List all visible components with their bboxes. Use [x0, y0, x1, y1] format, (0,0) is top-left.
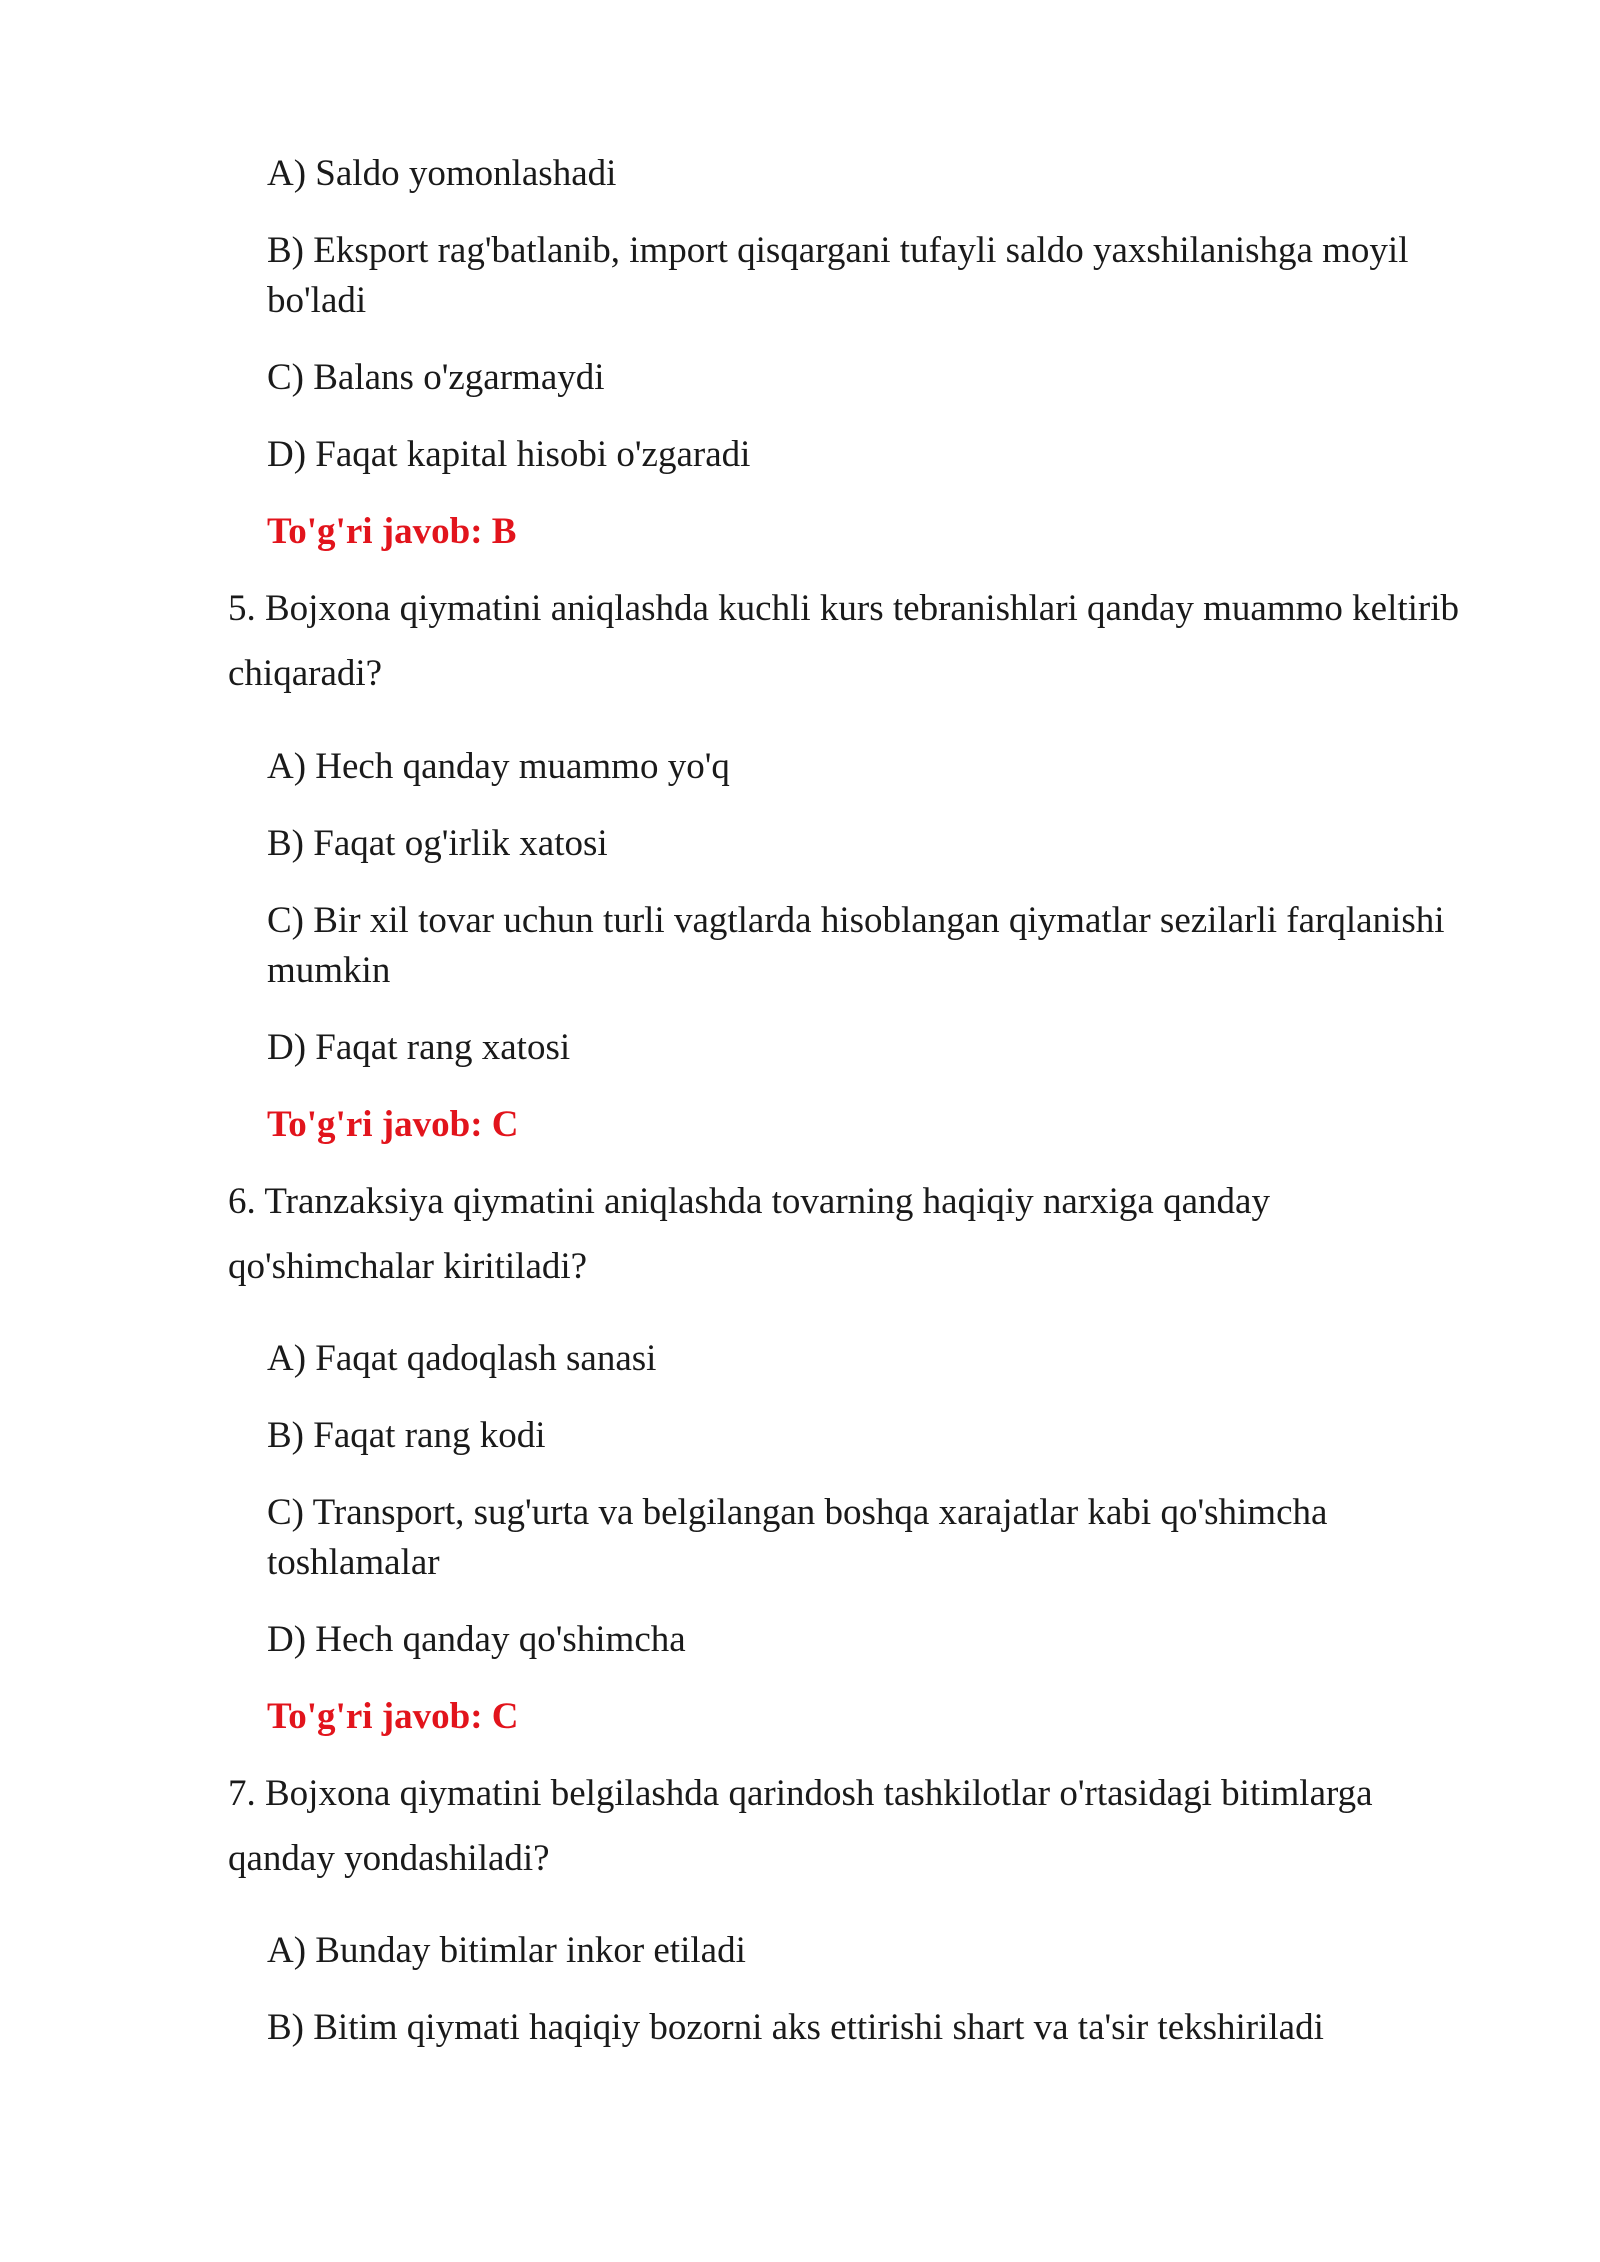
option-a: A) Bunday bitimlar inkor etiladi	[267, 1930, 746, 1971]
question-6-continued: qo'shimchalar kiritiladi?	[228, 1246, 588, 1287]
option-b: B) Faqat og'irlik xatosi	[267, 823, 608, 864]
option-c-continued: mumkin	[267, 950, 391, 991]
option-b-continued: bo'ladi	[267, 280, 367, 321]
correct-answer: To'g'ri javob: C	[267, 1104, 519, 1145]
option-d: D) Faqat kapital hisobi o'zgaradi	[267, 434, 751, 475]
option-c-continued: toshlamalar	[267, 1542, 440, 1583]
option-a: A) Hech qanday muammo yo'q	[267, 746, 730, 787]
option-c: C) Bir xil tovar uchun turli vagtlarda hisoblangan qiymatlar sezilarli farqlanishi	[267, 900, 1445, 941]
option-c: C) Balans o'zgarmaydi	[267, 357, 605, 398]
correct-answer: To'g'ri javob: B	[267, 511, 517, 552]
question-5: 5. Bojxona qiymatini aniqlashda kuchli kurs tebranishlari qanday muammo keltirib	[228, 588, 1460, 629]
option-b: B) Bitim qiymati haqiqiy bozorni aks ettirishi shart va ta'sir tekshiriladi	[267, 2007, 1324, 2048]
option-a: A) Saldo yomonlashadi	[267, 153, 617, 194]
option-d: D) Hech qanday qo'shimcha	[267, 1619, 686, 1660]
question-6: 6. Tranzaksiya qiymatini aniqlashda tovarning haqiqiy narxiga qanday	[228, 1181, 1270, 1222]
question-5-continued: chiqaradi?	[228, 653, 383, 694]
correct-answer: To'g'ri javob: C	[267, 1696, 519, 1737]
question-7: 7. Bojxona qiymatini belgilashda qarindosh tashkilotlar o'rtasidagi bitimlarga	[228, 1773, 1373, 1814]
option-b: B) Faqat rang kodi	[267, 1415, 546, 1456]
option-d: D) Faqat rang xatosi	[267, 1027, 571, 1068]
option-b: B) Eksport rag'batlanib, import qisqargani tufayli saldo yaxshilanishga moyil	[267, 230, 1409, 271]
question-7-continued: qanday yondashiladi?	[228, 1838, 550, 1879]
option-a: A) Faqat qadoqlash sanasi	[267, 1338, 657, 1379]
option-c: C) Transport, sug'urta va belgilangan boshqa xarajatlar kabi qo'shimcha	[267, 1492, 1328, 1533]
